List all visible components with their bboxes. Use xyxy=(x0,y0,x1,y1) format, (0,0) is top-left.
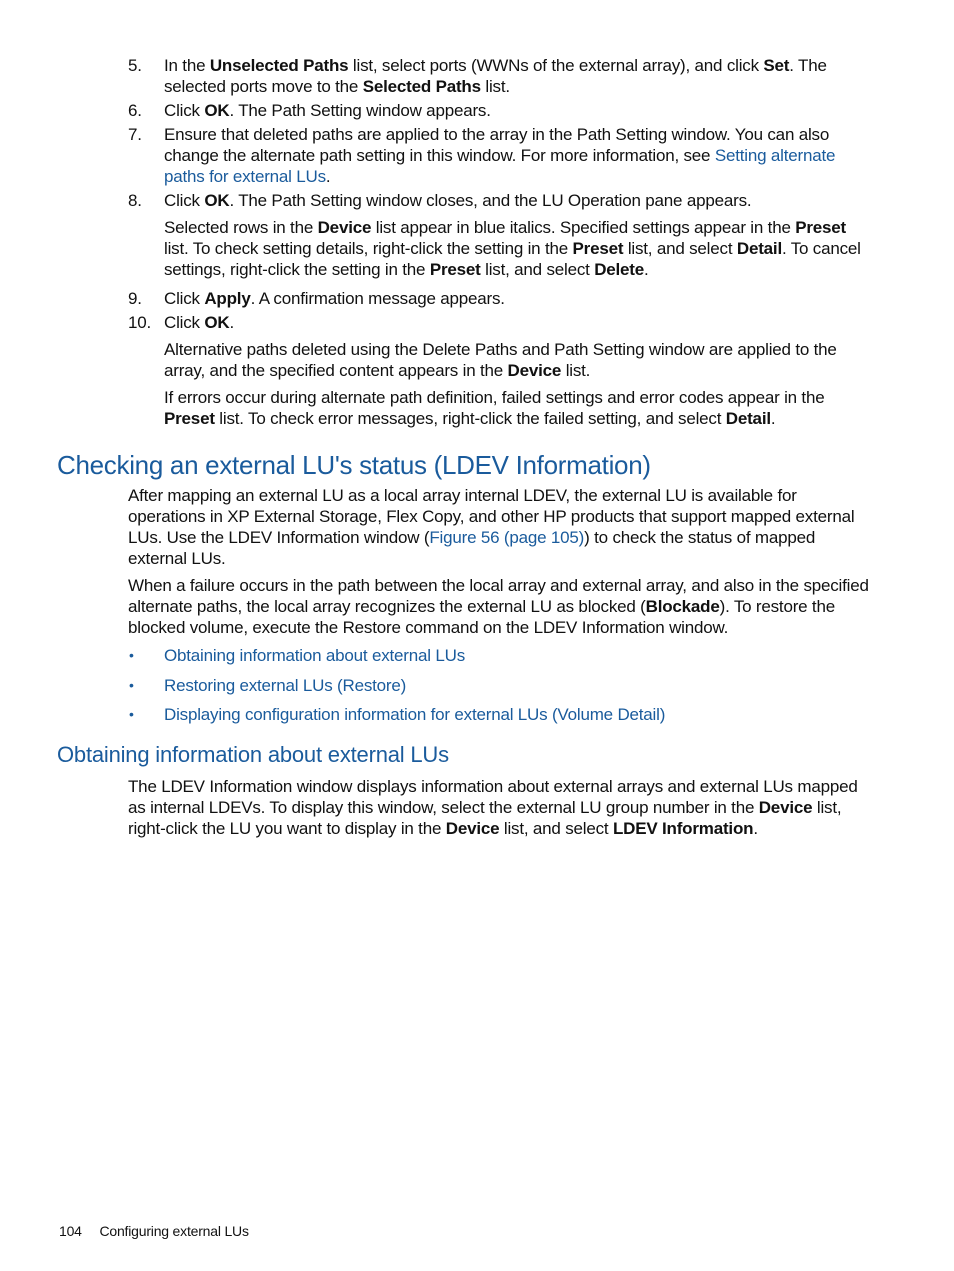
text-run: . xyxy=(325,167,331,186)
link-displaying-configuration[interactable]: Displaying configuration information for external LUs (Volume Detail) xyxy=(164,705,666,724)
text-run: If errors occur during alternate path definition, failed settings and error codes appear in the xyxy=(164,388,825,407)
chapter-title: Configuring external LUs xyxy=(99,1223,249,1239)
step-number: 5. xyxy=(128,56,142,75)
text-run: After mapping an external LU as a local array internal LDEV, the external LU is available for operations in XP External Storage, Flex Copy, and other HP products that support mapped external LUs. Use the LDEV Information window ( xyxy=(128,486,855,547)
ui-term: Preset xyxy=(164,409,215,428)
bullet-icon: • xyxy=(129,706,134,722)
text-run: In the xyxy=(164,56,210,75)
text-run: list, and select xyxy=(623,239,737,258)
ui-term: Selected Paths xyxy=(362,77,481,96)
ui-term: Device xyxy=(445,819,500,838)
link-restoring-external-lus[interactable]: Restoring external LUs (Restore) xyxy=(164,676,407,695)
ui-term: Unselected Paths xyxy=(209,56,349,75)
ui-term: Device xyxy=(317,218,372,237)
page-footer xyxy=(59,1222,249,1240)
text-run: Alternative paths deleted using the Delete Paths and Path Setting window are applied to the array, and the specified content appears in the xyxy=(164,340,837,380)
step-text xyxy=(164,100,870,121)
text-run: list. xyxy=(480,77,510,96)
ui-term: OK xyxy=(204,191,230,210)
text-run: Click xyxy=(164,313,205,332)
ui-term: Preset xyxy=(795,218,847,237)
text-run: . xyxy=(753,819,758,838)
step-text xyxy=(164,288,870,309)
text-run: When a failure occurs in the path between the local array and external array, and also in the specified alternate paths, the local array recognizes the external LU as blocked ( xyxy=(128,576,869,616)
section1-paragraph-2 xyxy=(128,575,870,638)
ui-term: OK xyxy=(204,101,230,120)
step-text xyxy=(164,124,870,187)
step-number: 9. xyxy=(128,289,142,308)
ui-term: Device xyxy=(507,361,562,380)
ui-term: Delete xyxy=(594,260,645,279)
text-run: Ensure that deleted paths are applied to the array in the Path Setting window. You can also change the alternate path setting in this window. For more information, see xyxy=(164,125,830,165)
ui-term: Apply xyxy=(204,289,251,308)
text-run: list appear in blue italics. Specified settings appear in the xyxy=(371,218,796,237)
step-number: 8. xyxy=(128,191,142,210)
text-run: . xyxy=(229,313,234,332)
text-run: list, and select xyxy=(480,260,595,279)
ui-term: Blockade xyxy=(645,597,720,616)
step-text xyxy=(164,55,870,97)
ui-term: Detail xyxy=(736,239,782,258)
text-run: Click xyxy=(164,289,205,308)
step-text xyxy=(164,190,870,211)
text-run: Click xyxy=(164,191,205,210)
step-text xyxy=(164,312,870,333)
text-run: ). To restore the blocked volume, execute the Restore command on the LDEV Information window. xyxy=(128,597,835,637)
ui-term: Preset xyxy=(429,260,481,279)
ui-term: Device xyxy=(758,798,813,817)
cross-reference-link[interactable]: Figure 56 (page 105) xyxy=(429,528,585,547)
text-run: . The Path Setting window appears. xyxy=(229,101,491,120)
text-run: list. xyxy=(561,361,591,380)
step-10-note-1 xyxy=(164,339,870,381)
ui-term: Preset xyxy=(572,239,624,258)
step-number: 7. xyxy=(128,125,142,144)
text-run: ) to check the status of mapped external LUs. xyxy=(128,528,816,568)
cross-reference-link[interactable]: Setting alternate paths for external LUs xyxy=(164,146,836,186)
text-run: . The Path Setting window closes, and the LU Operation pane appears. xyxy=(229,191,752,210)
section2-paragraph-1 xyxy=(128,776,870,839)
text-run: The LDEV Information window displays information about external arrays and external LUs mapped as internal LDEVs. To display this window, select the external LU group number in the xyxy=(128,777,858,817)
text-run: list, right-click the LU you want to display in the xyxy=(128,798,842,838)
section-heading-ldev-status: Checking an external LU's status (LDEV Information) xyxy=(57,450,651,480)
text-run: . A confirmation message appears. xyxy=(250,289,505,308)
text-run: . To cancel settings, right-click the setting in the xyxy=(164,239,861,279)
text-run: . The selected ports move to the xyxy=(164,56,827,96)
step-10-note-2 xyxy=(164,387,870,429)
text-run: . xyxy=(770,409,776,428)
section-heading-obtaining-information: Obtaining information about external LUs xyxy=(57,742,449,767)
bullet-icon: • xyxy=(129,647,134,663)
text-run: Selected rows in the xyxy=(164,218,318,237)
text-run: list, and select xyxy=(499,819,613,838)
text-run: . xyxy=(644,260,649,279)
step-number: 10. xyxy=(128,313,152,332)
text-run: list, select ports (WWNs of the external array), and click xyxy=(348,56,764,75)
bullet-icon: • xyxy=(129,677,134,693)
text-run: Click xyxy=(164,101,205,120)
text-run: list. To check error messages, right-click the failed setting, and select xyxy=(214,409,726,428)
ui-term: Detail xyxy=(725,409,771,428)
ui-term: LDEV Information xyxy=(612,819,754,838)
step-number: 6. xyxy=(128,101,142,120)
page-number: 104 xyxy=(59,1223,82,1239)
ui-term: Set xyxy=(763,56,790,75)
link-obtaining-information[interactable]: Obtaining information about external LUs xyxy=(164,646,466,665)
text-run: list. To check setting details, right-click the setting in the xyxy=(164,239,573,258)
step-8-note xyxy=(164,217,870,280)
section1-paragraph-1 xyxy=(128,485,870,569)
ui-term: OK xyxy=(204,313,230,332)
